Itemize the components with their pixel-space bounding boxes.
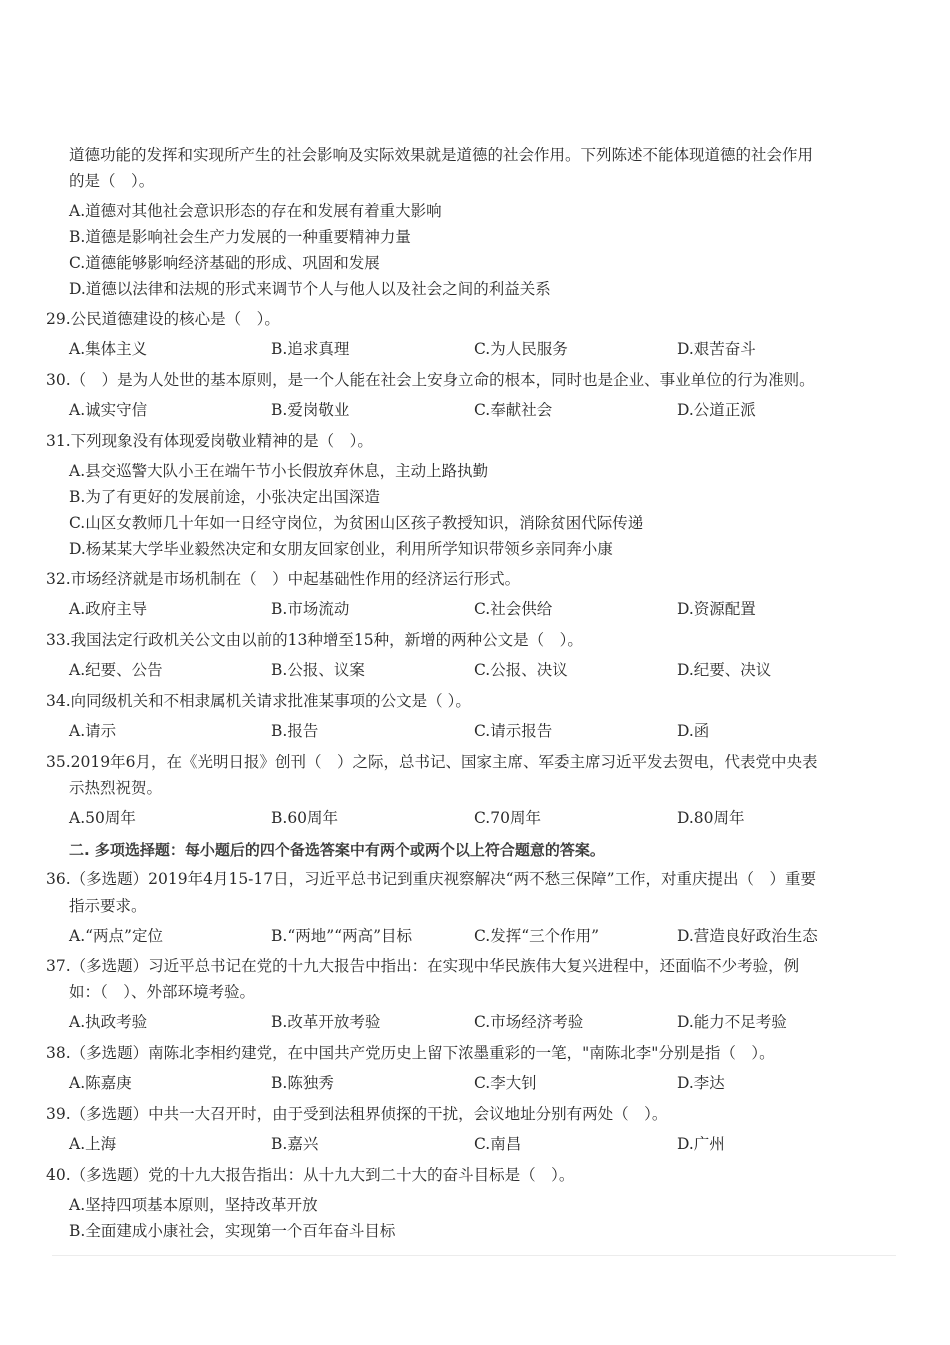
option: D.纪要、决议 — [677, 661, 772, 679]
option: B.报告 — [271, 722, 319, 740]
option: B.爱岗敬业 — [271, 401, 350, 419]
option: A.执政考验 — [69, 1013, 148, 1031]
question-stem: 示热烈祝贺。 — [69, 779, 163, 797]
section-heading: 二. 多项选择题：每小题后的四个备选答案中有两个或两个以上符合题意的答案。 — [69, 841, 605, 859]
option: A.陈嘉庚 — [69, 1074, 132, 1092]
question-stem: 38.（多选题）南陈北李相约建党，在中国共产党历史上留下浓墨重彩的一笔，"南陈北李"分别是指（ ）。 — [46, 1044, 775, 1062]
question-stem: 道德功能的发挥和实现所产生的社会影响及实际效果就是道德的社会作用。下列陈述不能体现道德的社会作用 — [69, 146, 814, 164]
option: B.道德是影响社会生产力发展的一种重要精神力量 — [69, 228, 411, 246]
option: C.请示报告 — [474, 722, 553, 740]
option: A.集体主义 — [69, 340, 148, 358]
option: B.公报、议案 — [271, 661, 365, 679]
question-stem: 的是（ ）。 — [69, 172, 155, 190]
question-stem: 40.（多选题）党的十九大报告指出：从十九大到二十大的奋斗目标是（ ）。 — [46, 1166, 575, 1184]
option: A.坚持四项基本原则，坚持改革开放 — [69, 1196, 318, 1214]
option: D.艰苦奋斗 — [677, 340, 756, 358]
option: B.“两地”“两高”目标 — [271, 927, 413, 945]
option: A.政府主导 — [69, 600, 148, 618]
option: D.80周年 — [677, 809, 745, 827]
option: C.公报、决议 — [474, 661, 568, 679]
option: D.函 — [677, 722, 710, 740]
option: B.陈独秀 — [271, 1074, 334, 1092]
question-stem: 指示要求。 — [69, 897, 147, 915]
option: D.公道正派 — [677, 401, 756, 419]
option: C.为人民服务 — [474, 340, 568, 358]
option: D.能力不足考验 — [677, 1013, 787, 1031]
option: A.50周年 — [69, 809, 136, 827]
question-stem: 34.向同级机关和不相隶属机关请求批准某事项的公文是（ ）。 — [46, 692, 471, 710]
option: B.改革开放考验 — [271, 1013, 381, 1031]
option: C.山区女教师几十年如一日经守岗位，为贫困山区孩子教授知识，消除贫困代际传递 — [69, 514, 644, 532]
option: C.发挥“三个作用” — [474, 927, 600, 945]
question-stem: 如：（ ）、外部环境考验。 — [69, 983, 256, 1001]
option: C.南昌 — [474, 1135, 522, 1153]
option: D.资源配置 — [677, 600, 756, 618]
option: C.奉献社会 — [474, 401, 553, 419]
option: D.道德以法律和法规的形式来调节个人与他人以及社会之间的利益关系 — [69, 280, 551, 298]
question-stem: 35.2019年6月，在《光明日报》创刊（ ）之际，总书记、国家主席、军委主席习近平发去贺电，代表党中央表 — [46, 753, 818, 771]
option: D.杨某某大学毕业毅然决定和女朋友回家创业，利用所学知识带领乡亲同奔小康 — [69, 540, 613, 558]
option: B.嘉兴 — [271, 1135, 319, 1153]
option: A.请示 — [69, 722, 117, 740]
option: D.营造良好政治生态 — [677, 927, 818, 945]
option: A.诚实守信 — [69, 401, 148, 419]
option: B.60周年 — [271, 809, 339, 827]
question-stem: 37.（多选题）习近平总书记在党的十九大报告中指出：在实现中华民族伟大复兴进程中，还面临不少考验，例 — [46, 957, 800, 975]
option: C.道德能够影响经济基础的形成、巩固和发展 — [69, 254, 380, 272]
option: B.追求真理 — [271, 340, 350, 358]
question-stem: 31.下列现象没有体现爱岗敬业精神的是（ ）。 — [46, 432, 373, 450]
question-stem: 32.市场经济就是市场机制在（ ）中起基础性作用的经济运行形式。 — [46, 570, 521, 588]
option: A.“两点”定位 — [69, 927, 163, 945]
option: C.70周年 — [474, 809, 541, 827]
option: A.上海 — [69, 1135, 117, 1153]
question-stem: 36.（多选题）2019年4月15-17日，习近平总书记到重庆视察解决“两不愁三保障”工作，对重庆提出（ ）重要 — [46, 870, 816, 888]
option: B.为了有更好的发展前途，小张决定出国深造 — [69, 488, 380, 506]
question-stem: 29.公民道德建设的核心是（ ）。 — [46, 310, 280, 328]
option: A.县交巡警大队小王在端午节小长假放弃休息，主动上路执勤 — [69, 462, 489, 480]
page-divider — [52, 1255, 896, 1256]
option: A.纪要、公告 — [69, 661, 163, 679]
option: C.社会供给 — [474, 600, 553, 618]
question-stem: 33.我国法定行政机关公文由以前的13种增至15种，新增的两种公文是（ ）。 — [46, 631, 583, 649]
question-stem: 39.（多选题）中共一大召开时，由于受到法租界侦探的干扰，会议地址分别有两处（ ）。 — [46, 1105, 668, 1123]
option: C.李大钊 — [474, 1074, 537, 1092]
option: B.全面建成小康社会，实现第一个百年奋斗目标 — [69, 1222, 396, 1240]
option: D.广州 — [677, 1135, 725, 1153]
question-stem: 30.（ ）是为人处世的基本原则，是一个人能在社会上安身立命的根本，同时也是企业、事业单位的行为准则。 — [46, 371, 815, 389]
option: B.市场流动 — [271, 600, 350, 618]
option: A.道德对其他社会意识形态的存在和发展有着重大影响 — [69, 202, 442, 220]
option: C.市场经济考验 — [474, 1013, 584, 1031]
option: D.李达 — [677, 1074, 725, 1092]
